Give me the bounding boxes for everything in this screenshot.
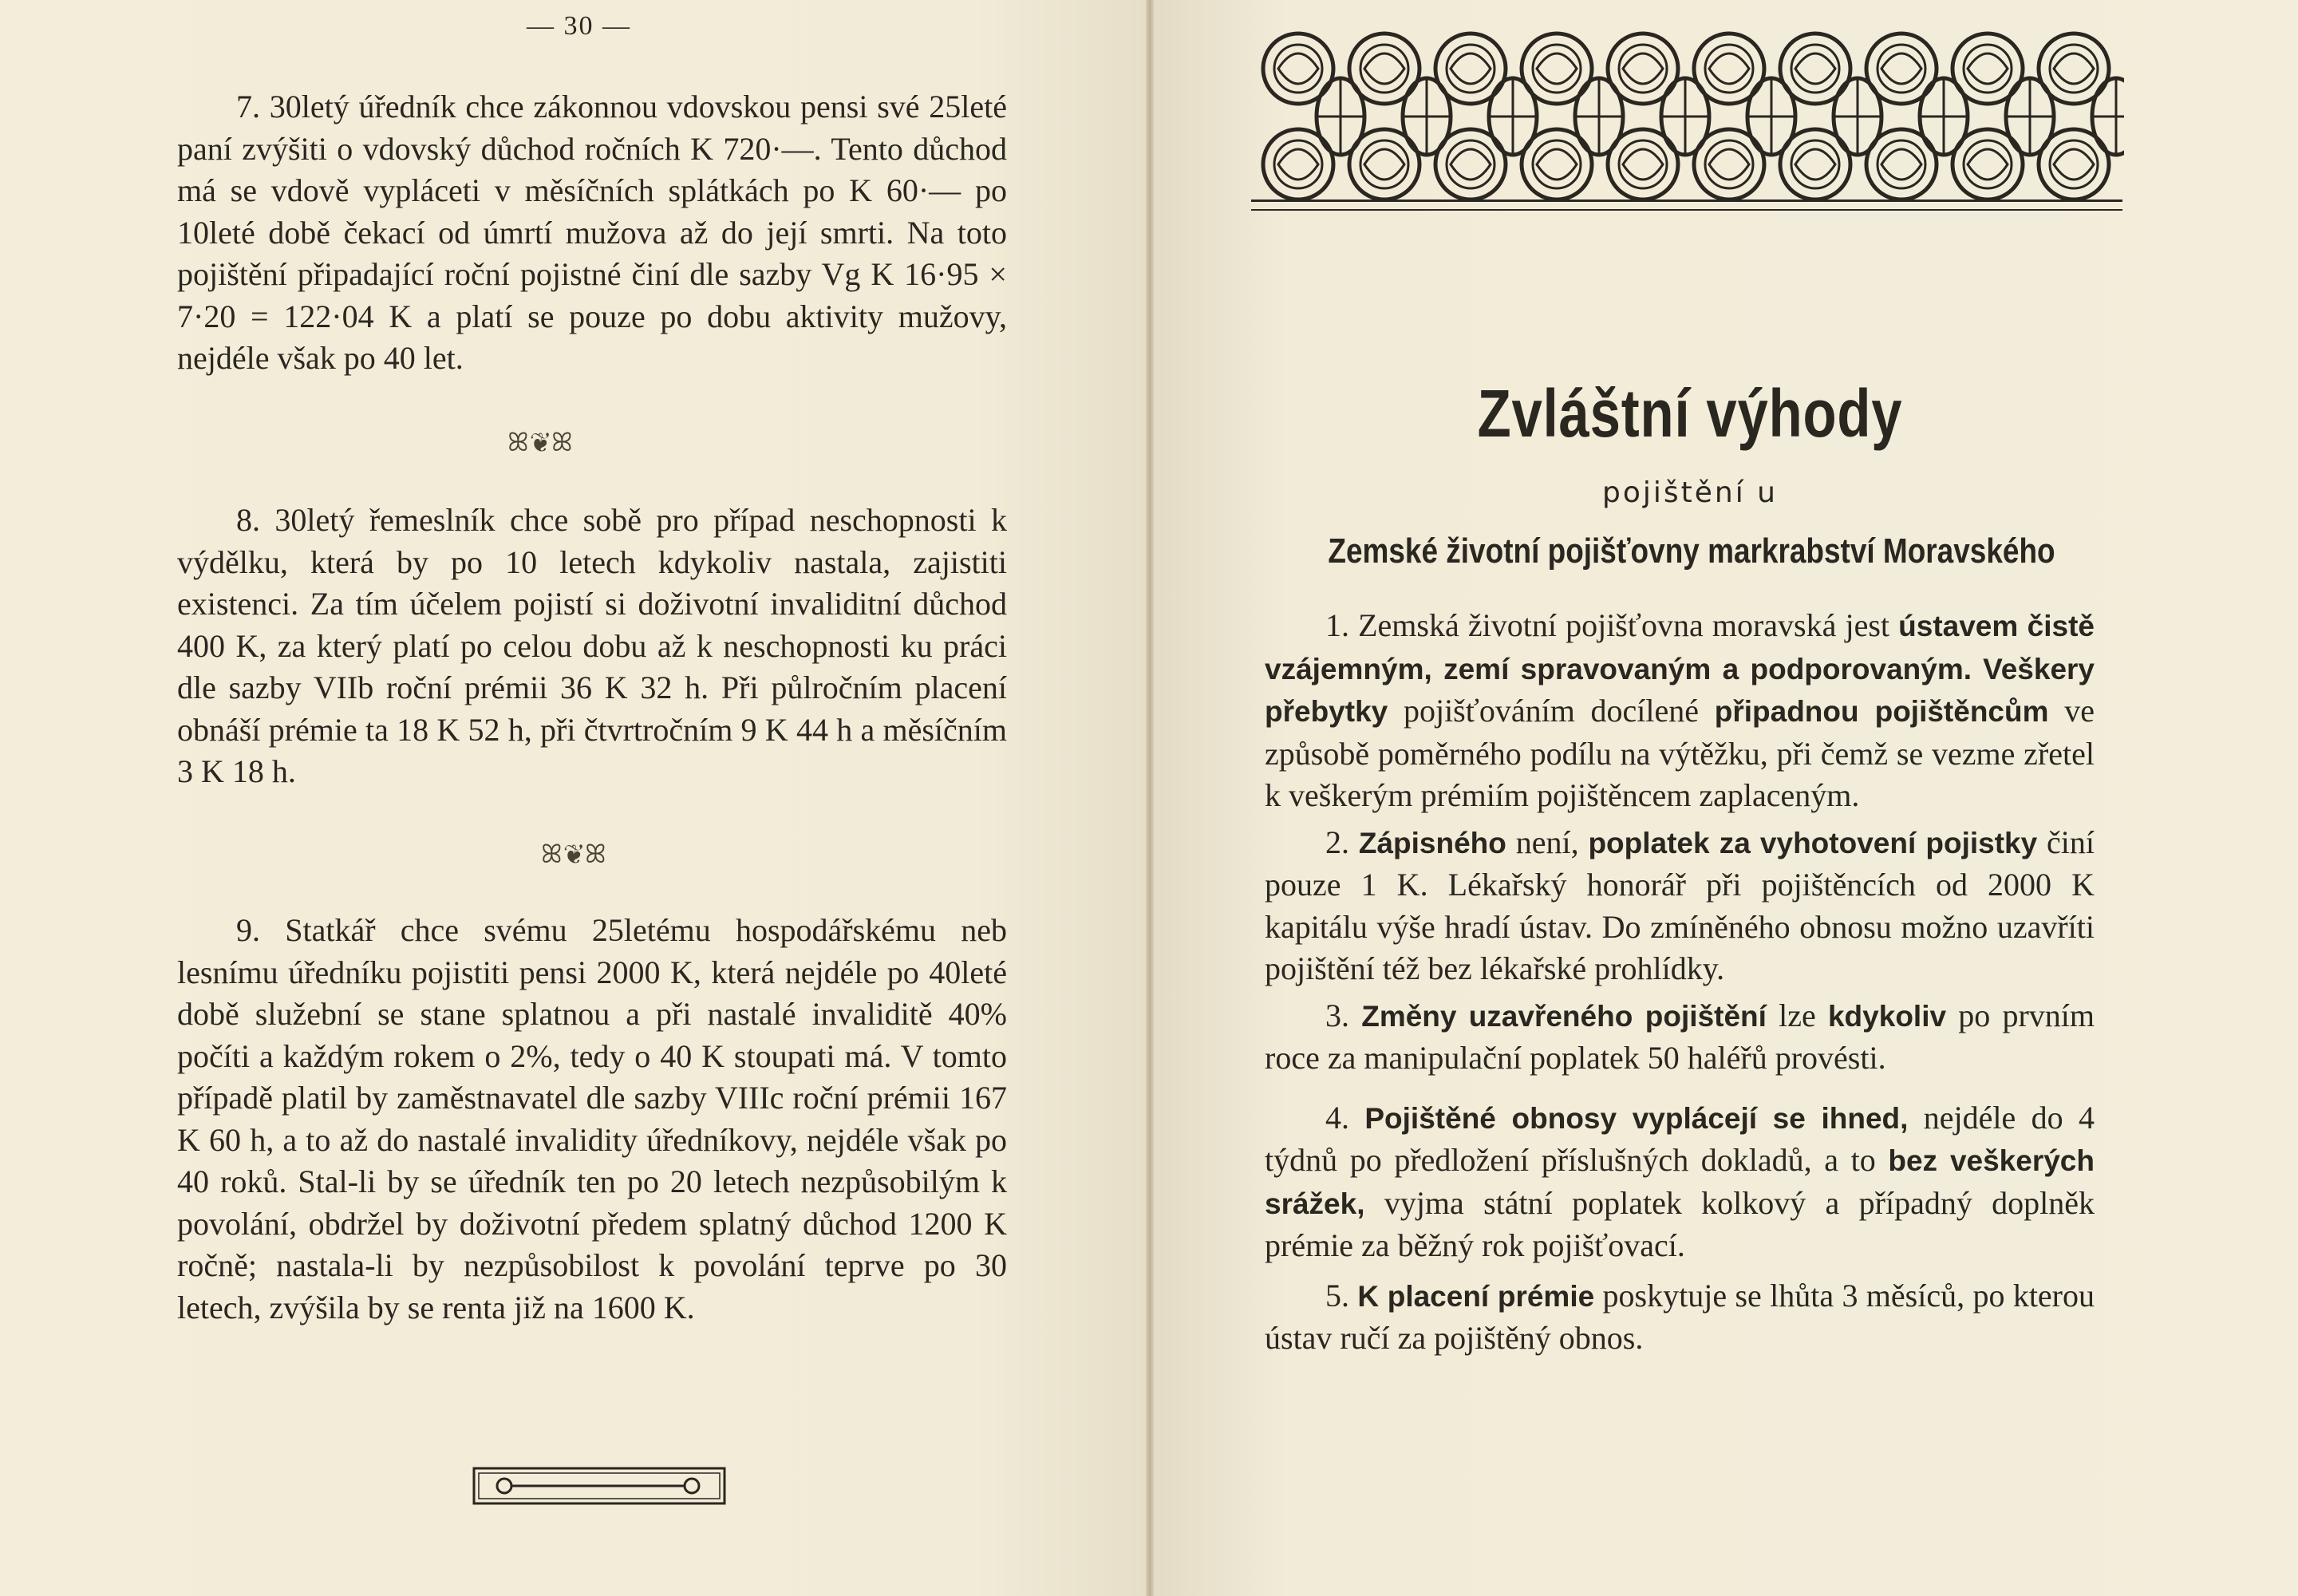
benefit-3: 3. Změny uzavřeného pojištění lze kdykoliv po prvním roce za manipulační poplatek 50 haléřů provésti. — [1265, 997, 2095, 1076]
page-title: Zvláštní výhody — [1477, 376, 1903, 451]
left-column-2 — [177, 500, 1007, 793]
section-ornament-1: ꕤ❦ꕤ — [507, 428, 574, 456]
institution-name: Zemské životní pojišťovny markrabství Moravského — [1328, 531, 2055, 571]
page-number: — 30 — — [527, 11, 631, 41]
example-9: 9. Statkář chce svému 25letému hospodářskému neb lesnímu úředníku pojistiti pensi 2000 K, která nejdéle po 40leté době služební se stane splatnou a při nastalé invaliditě 40% počíti a každým rokem o 2%, tedy o 40 K stoupati má. V tomto případě platil by zaměstnavatel dle sazby VIIIc roční prémii 167 K 60 h, a to až do nastalé invalidity úředníkovy, nejdéle však po 40 roků. Stal-li by se úředník ten po 20 letech nezpůsobilým k povolání, obdržel by doživotní předem splatný důchod 1200 K ročně; nastala-li by nezpůsobilost k povolání teprve po 30 letech, zvýšila by se renta již na 1600 K. — [177, 912, 1007, 1325]
book-gutter — [1146, 0, 1154, 1596]
example-8: 8. 30letý řemeslník chce sobě pro případ neschopnosti k výdělku, která by po 10 letech kdykoliv nastala, zajistiti existenci. Za tím účelem pojistí si doživotní invaliditní důchod 400 K, za který platí po celou dobu až k neschopnosti ku práci dle sazby VIIb roční prémii 36 K 32 h. Při půlročním placení obnáší prémie ta 18 K 52 h, při čtvrtročním 9 K 44 h a měsíčním 3 K 18 h. — [177, 502, 1007, 789]
end-ornament — [472, 1467, 726, 1505]
header-rule-top — [1251, 200, 2122, 202]
section-ornament-2: ꕤ❦ꕤ — [541, 839, 608, 868]
left-column — [177, 86, 1007, 380]
page-subtitle: pojištění u — [1602, 476, 1778, 509]
header-rule-bottom — [1251, 209, 2122, 211]
benefit-1: 1. Zemská životní pojišťovna moravská jest ústavem čistě vzájemným, zemí spravovaným a podporovaným. Veškery přebytky pojišťováním docílené připadnou pojištěncům ve způsobě poměrného podílu na výtěžku, při čemž se vezme zřetel k veškerým prémiím pojištěncem zaplaceným. — [1265, 607, 2095, 813]
benefit-4: 4. Pojištěné obnosy vyplácejí se ihned, nejdéle do 4 týdnů po předložení příslušných dokladů, a to bez veškerých srážek, vyjma státní poplatek kolkový a případný doplněk prémie za běžný rok pojišťovací. — [1265, 1099, 2095, 1263]
decorative-header-band — [1254, 22, 2124, 212]
example-7: 7. 30letý úředník chce zákonnou vdovskou pensi své 25leté paní zvýšiti o vdovský důchod ročních K 720·—. Tento důchod má se vdově vypláceti v měsíčních splátkách po K 60·— po 10leté době čekací od úmrtí mužova až do její smrti. Na toto pojištění připadající roční pojistné činí dle sazby Vg K 16·95 × 7·20 = 122·04 K a platí se pouze po dobu aktivity mužovy, nejdéle však po 40 let. — [177, 89, 1007, 376]
left-column-3 — [177, 910, 1007, 1329]
benefits-list — [1265, 605, 2095, 1360]
benefit-5: 5. K placení prémie poskytuje se lhůta 3 měsíců, po kterou ústav ručí za pojištěný obnos. — [1265, 1277, 2095, 1356]
benefit-2: 2. Zápisného není, poplatek za vyhotovení pojistky činí pouze 1 K. Lékařský honorář při pojištěncích od 2000 K kapitálu výše hradí ústav. Do zmíněného obnosu možno uzavříti pojištění též bez lékařské prohlídky. — [1265, 824, 2095, 986]
